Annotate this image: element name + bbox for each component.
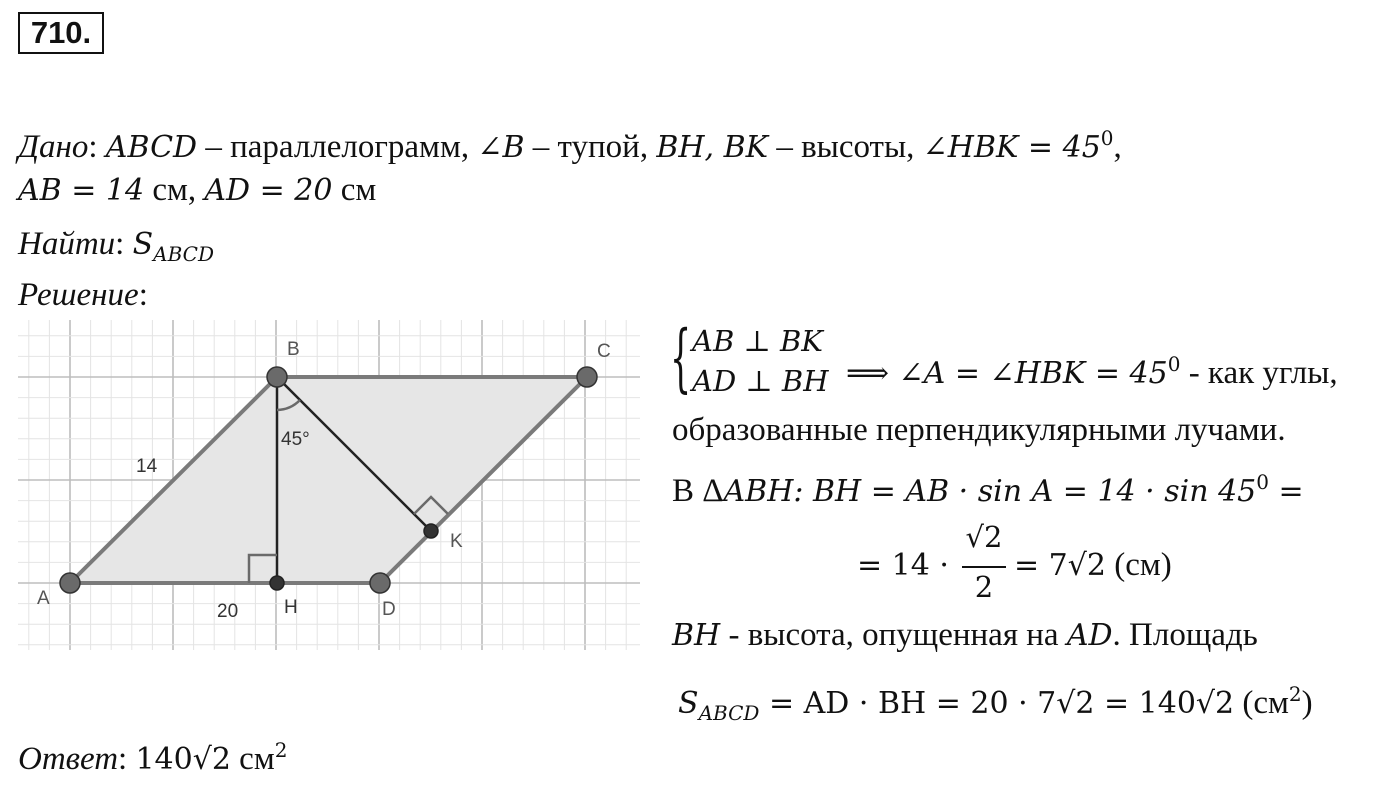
solution-heading bbox=[18, 275, 148, 315]
system-row-2: AD ⊥ BH bbox=[692, 364, 829, 398]
given-ad-unit: см bbox=[332, 172, 377, 208]
answer-sup: 2 bbox=[274, 738, 288, 762]
solution-line-1 bbox=[846, 344, 1338, 394]
solution-line-4-pre bbox=[857, 545, 949, 586]
given-ad: AD = 20 bbox=[204, 173, 333, 208]
area-symbol: S bbox=[678, 686, 699, 721]
point-b bbox=[267, 367, 287, 387]
label-h: H bbox=[284, 597, 298, 618]
given-text-2: – тупой, bbox=[524, 129, 657, 165]
bh-unit: (см) bbox=[1105, 547, 1172, 583]
bh-name: BH bbox=[672, 618, 721, 653]
point-d bbox=[370, 573, 390, 593]
area-text: . Площадь bbox=[1112, 617, 1258, 653]
system-brace: { bbox=[670, 315, 692, 401]
solution-label: Решение bbox=[18, 277, 139, 313]
point-h bbox=[270, 576, 284, 590]
solution-line-5 bbox=[672, 615, 1258, 656]
find-label: Найти bbox=[18, 226, 116, 262]
answer-line bbox=[18, 730, 287, 780]
point-k bbox=[424, 524, 438, 538]
bh-formula-end: = bbox=[1269, 474, 1304, 509]
conclusion-text: - как углы, bbox=[1180, 355, 1338, 391]
label-d: D bbox=[382, 599, 396, 620]
area-unit-sup: 2 bbox=[1288, 682, 1302, 706]
given-heights: BH, BK bbox=[656, 130, 769, 165]
area-formula: = AD · BH = 20 · 7√2 = 140√2 bbox=[759, 686, 1235, 721]
solution-line-3 bbox=[672, 462, 1304, 512]
bh-formula: : BH = AB · sin A = 14 · sin 45 bbox=[793, 474, 1257, 509]
label-side-ab: 14 bbox=[136, 456, 158, 477]
find-sub: ABCD bbox=[153, 242, 215, 266]
ad-name: AD bbox=[1066, 618, 1113, 653]
triangle-name: ABH bbox=[723, 474, 794, 509]
given-ab: AB = 14 bbox=[18, 173, 145, 208]
solution-line-4-post bbox=[1014, 545, 1172, 586]
parallelogram-figure bbox=[18, 320, 648, 656]
perpendicular-system bbox=[670, 315, 840, 404]
solution-line-6 bbox=[678, 674, 1313, 733]
problem-number: 710. bbox=[18, 12, 104, 54]
solution-line-2: образованные перпендикулярными лучами. bbox=[672, 412, 1286, 448]
area-unit: (см bbox=[1234, 685, 1289, 721]
given-angle-hbk: ∠HBK = 45 bbox=[922, 130, 1101, 165]
label-side-ad: 20 bbox=[217, 601, 239, 622]
bh-formula-sup: 0 bbox=[1256, 470, 1269, 494]
label-b: B bbox=[287, 339, 300, 360]
find-line bbox=[18, 224, 214, 274]
given-figure: ABCD bbox=[105, 130, 198, 165]
fraction-sqrt2-over-2 bbox=[958, 520, 1010, 612]
point-c bbox=[577, 367, 597, 387]
system-row-1: AB ⊥ BK bbox=[692, 324, 823, 358]
answer-unit: см bbox=[230, 741, 275, 777]
label-angle: 45° bbox=[281, 429, 310, 450]
given-text-3: – высоты, bbox=[768, 129, 923, 165]
given-line-1 bbox=[18, 118, 1122, 168]
given-angle-sup: 0 bbox=[1100, 126, 1114, 150]
label-k: K bbox=[450, 531, 463, 552]
area-sub: ABCD bbox=[698, 701, 760, 725]
given-colon: : bbox=[88, 129, 106, 165]
triangle-prefix: В Δ bbox=[672, 473, 724, 509]
fraction-numerator: √2 bbox=[965, 520, 1003, 554]
point-a bbox=[60, 573, 80, 593]
fraction-bar bbox=[962, 566, 1006, 568]
solution-colon: : bbox=[138, 277, 148, 313]
given-ab-unit: см, bbox=[144, 172, 205, 208]
answer-value: 140√2 bbox=[135, 742, 231, 777]
fraction-denominator: 2 bbox=[974, 570, 994, 604]
given-comma: , bbox=[1113, 129, 1122, 165]
answer-colon: : bbox=[118, 741, 136, 777]
answer-label: Ответ bbox=[18, 741, 119, 777]
find-colon: : bbox=[115, 226, 133, 262]
given-text-1: – параллелограмм, bbox=[197, 129, 478, 165]
area-unit-close: ) bbox=[1301, 685, 1313, 721]
conclusion-math: ⟹ ∠A = ∠HBK = 45 bbox=[846, 356, 1168, 391]
find-value: S bbox=[132, 227, 154, 262]
bh-result: = 7√2 bbox=[1014, 548, 1106, 583]
label-a: A bbox=[37, 588, 50, 609]
given-angle-b: ∠B bbox=[477, 130, 525, 165]
height-text: - высота, опущенная на bbox=[720, 617, 1067, 653]
label-c: C bbox=[597, 341, 611, 362]
given-label: Дано bbox=[18, 129, 89, 165]
given-line-2 bbox=[18, 170, 376, 211]
conclusion-sup: 0 bbox=[1167, 352, 1181, 376]
bh-calc-pre: = 14 · bbox=[857, 548, 949, 583]
